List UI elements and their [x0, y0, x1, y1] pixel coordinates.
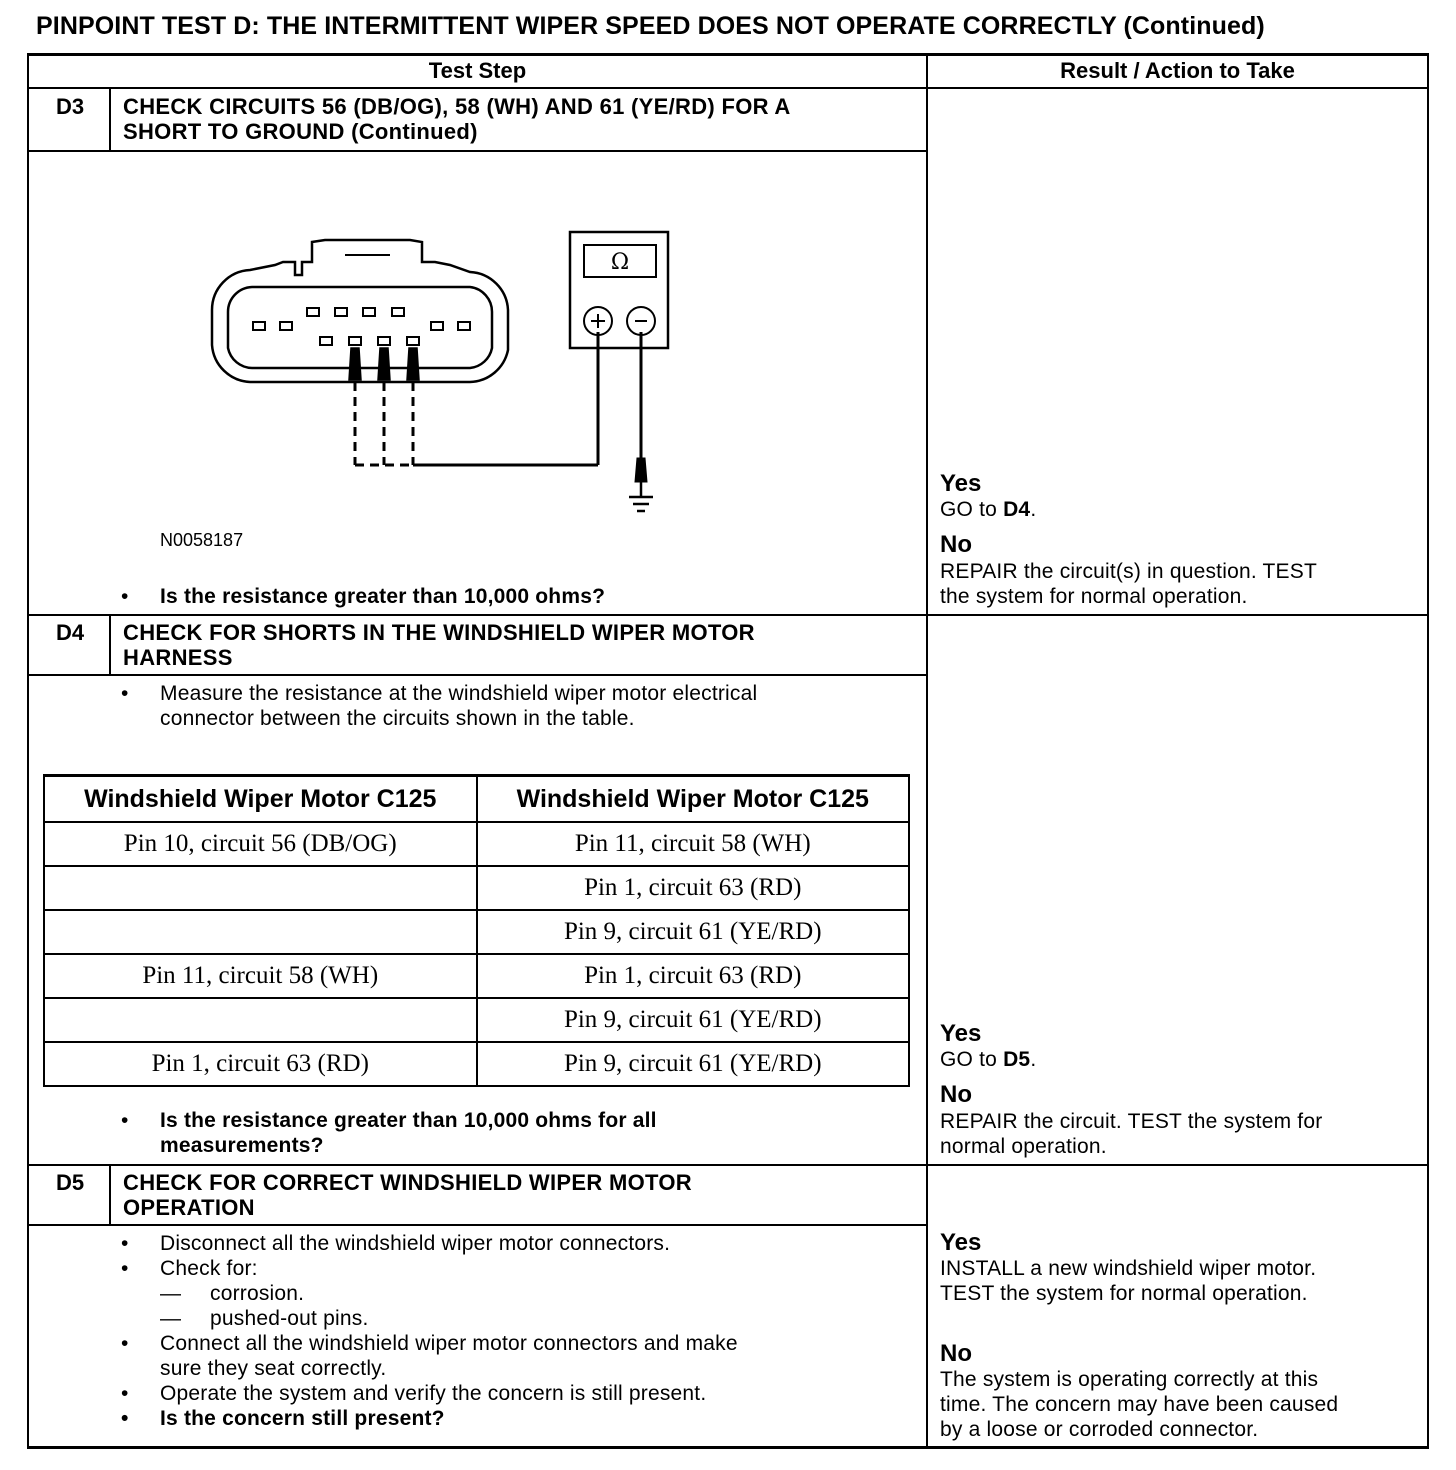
result-no-label: No	[940, 1340, 972, 1367]
step-title: CHECK FOR CORRECT WINDSHIELD WIPER MOTOR OPERATION	[123, 1170, 692, 1220]
result-no-label: No	[940, 1081, 972, 1108]
result-no-label: No	[940, 531, 972, 558]
result-no-text: REPAIR the circuit. TEST the system for normal operation.	[940, 1110, 1323, 1158]
circuit-table	[43, 774, 910, 1087]
table-row: Pin 10, circuit 56 (DB/OG) Pin 11, circuit 58 (WH)	[44, 822, 909, 866]
ground-icon	[629, 458, 653, 511]
connector-ohmmeter-diagram	[200, 220, 680, 520]
connector-pins	[253, 308, 470, 345]
bullet-icon: •	[121, 1257, 129, 1280]
bullet-icon: •	[121, 585, 129, 608]
table-header: Windshield Wiper Motor C125	[477, 776, 910, 823]
goto-link[interactable]: D5	[1003, 1048, 1031, 1071]
result-no-text: REPAIR the circuit(s) in question. TEST the system for normal operation.	[940, 560, 1317, 608]
sub-item: pushed-out pins.	[210, 1307, 369, 1330]
goto-link[interactable]: D4	[1003, 498, 1031, 521]
step-instruction: Check for:	[160, 1257, 258, 1280]
step-id: D5	[55, 1170, 85, 1195]
step-instruction: Disconnect all the windshield wiper motor connectors.	[160, 1232, 671, 1255]
page-title: PINPOINT TEST D: THE INTERMITTENT WIPER SPEED DOES NOT OPERATE CORRECTLY (Continued)	[36, 12, 1265, 40]
table-header: Windshield Wiper Motor C125	[44, 776, 477, 823]
table-row: Pin 11, circuit 58 (WH) Pin 1, circuit 63 (RD)	[44, 954, 909, 998]
result-yes-text: GO to D4.	[940, 498, 1037, 521]
step-instruction: Connect all the windshield wiper motor connectors and make sure they seat correctly.	[160, 1332, 738, 1380]
ohm-symbol: Ω	[610, 250, 630, 275]
figure-id: N0058187	[160, 530, 244, 550]
result-yes-label: Yes	[940, 470, 982, 497]
result-yes-label: Yes	[940, 1020, 982, 1047]
bullet-icon: •	[121, 1332, 129, 1355]
step-id: D4	[55, 620, 85, 645]
step-instruction: Measure the resistance at the windshield wiper motor electrical connector between the circuits shown in the table.	[160, 682, 758, 730]
result-yes-text: GO to D5.	[940, 1048, 1037, 1071]
header-test-step: Test Step	[428, 58, 527, 83]
probe-icons	[349, 348, 419, 380]
result-yes-text: INSTALL a new windshield wiper motor. TEST the system for normal operation.	[940, 1257, 1317, 1305]
step-instruction: Operate the system and verify the concern is still present.	[160, 1382, 707, 1405]
dash-icon: —	[160, 1282, 182, 1305]
probe-leads	[355, 332, 641, 465]
bullet-icon: •	[121, 682, 129, 705]
step-title: CHECK CIRCUITS 56 (DB/OG), 58 (WH) AND 61 (YE/RD) FOR A SHORT TO GROUND (Continued)	[123, 94, 791, 144]
ohmmeter-icon	[570, 232, 668, 348]
bullet-icon: •	[121, 1109, 129, 1132]
table-row: Pin 1, circuit 63 (RD) Pin 9, circuit 61 (YE/RD)	[44, 1042, 909, 1086]
result-no-text: The system is operating correctly at this time. The concern may have been caused by a loose or corroded connector.	[940, 1368, 1339, 1441]
header-result: Result / Action to Take	[1060, 58, 1295, 83]
table-row: Pin 1, circuit 63 (RD)	[44, 866, 909, 910]
table-row: Pin 9, circuit 61 (YE/RD)	[44, 910, 909, 954]
step-id: D3	[55, 94, 85, 119]
bullet-icon: •	[121, 1407, 129, 1430]
result-yes-label: Yes	[940, 1229, 982, 1256]
sub-item: corrosion.	[210, 1282, 305, 1305]
dash-icon: —	[160, 1307, 182, 1330]
step-question: Is the resistance greater than 10,000 ohms for all measurements?	[160, 1109, 657, 1157]
step-title: CHECK FOR SHORTS IN THE WINDSHIELD WIPER MOTOR HARNESS	[123, 620, 755, 670]
table-row: Pin 9, circuit 61 (YE/RD)	[44, 998, 909, 1042]
bullet-icon: •	[121, 1232, 129, 1255]
step-question: Is the resistance greater than 10,000 ohms?	[160, 585, 606, 608]
bullet-icon: •	[121, 1382, 129, 1405]
step-question: Is the concern still present?	[160, 1407, 445, 1430]
